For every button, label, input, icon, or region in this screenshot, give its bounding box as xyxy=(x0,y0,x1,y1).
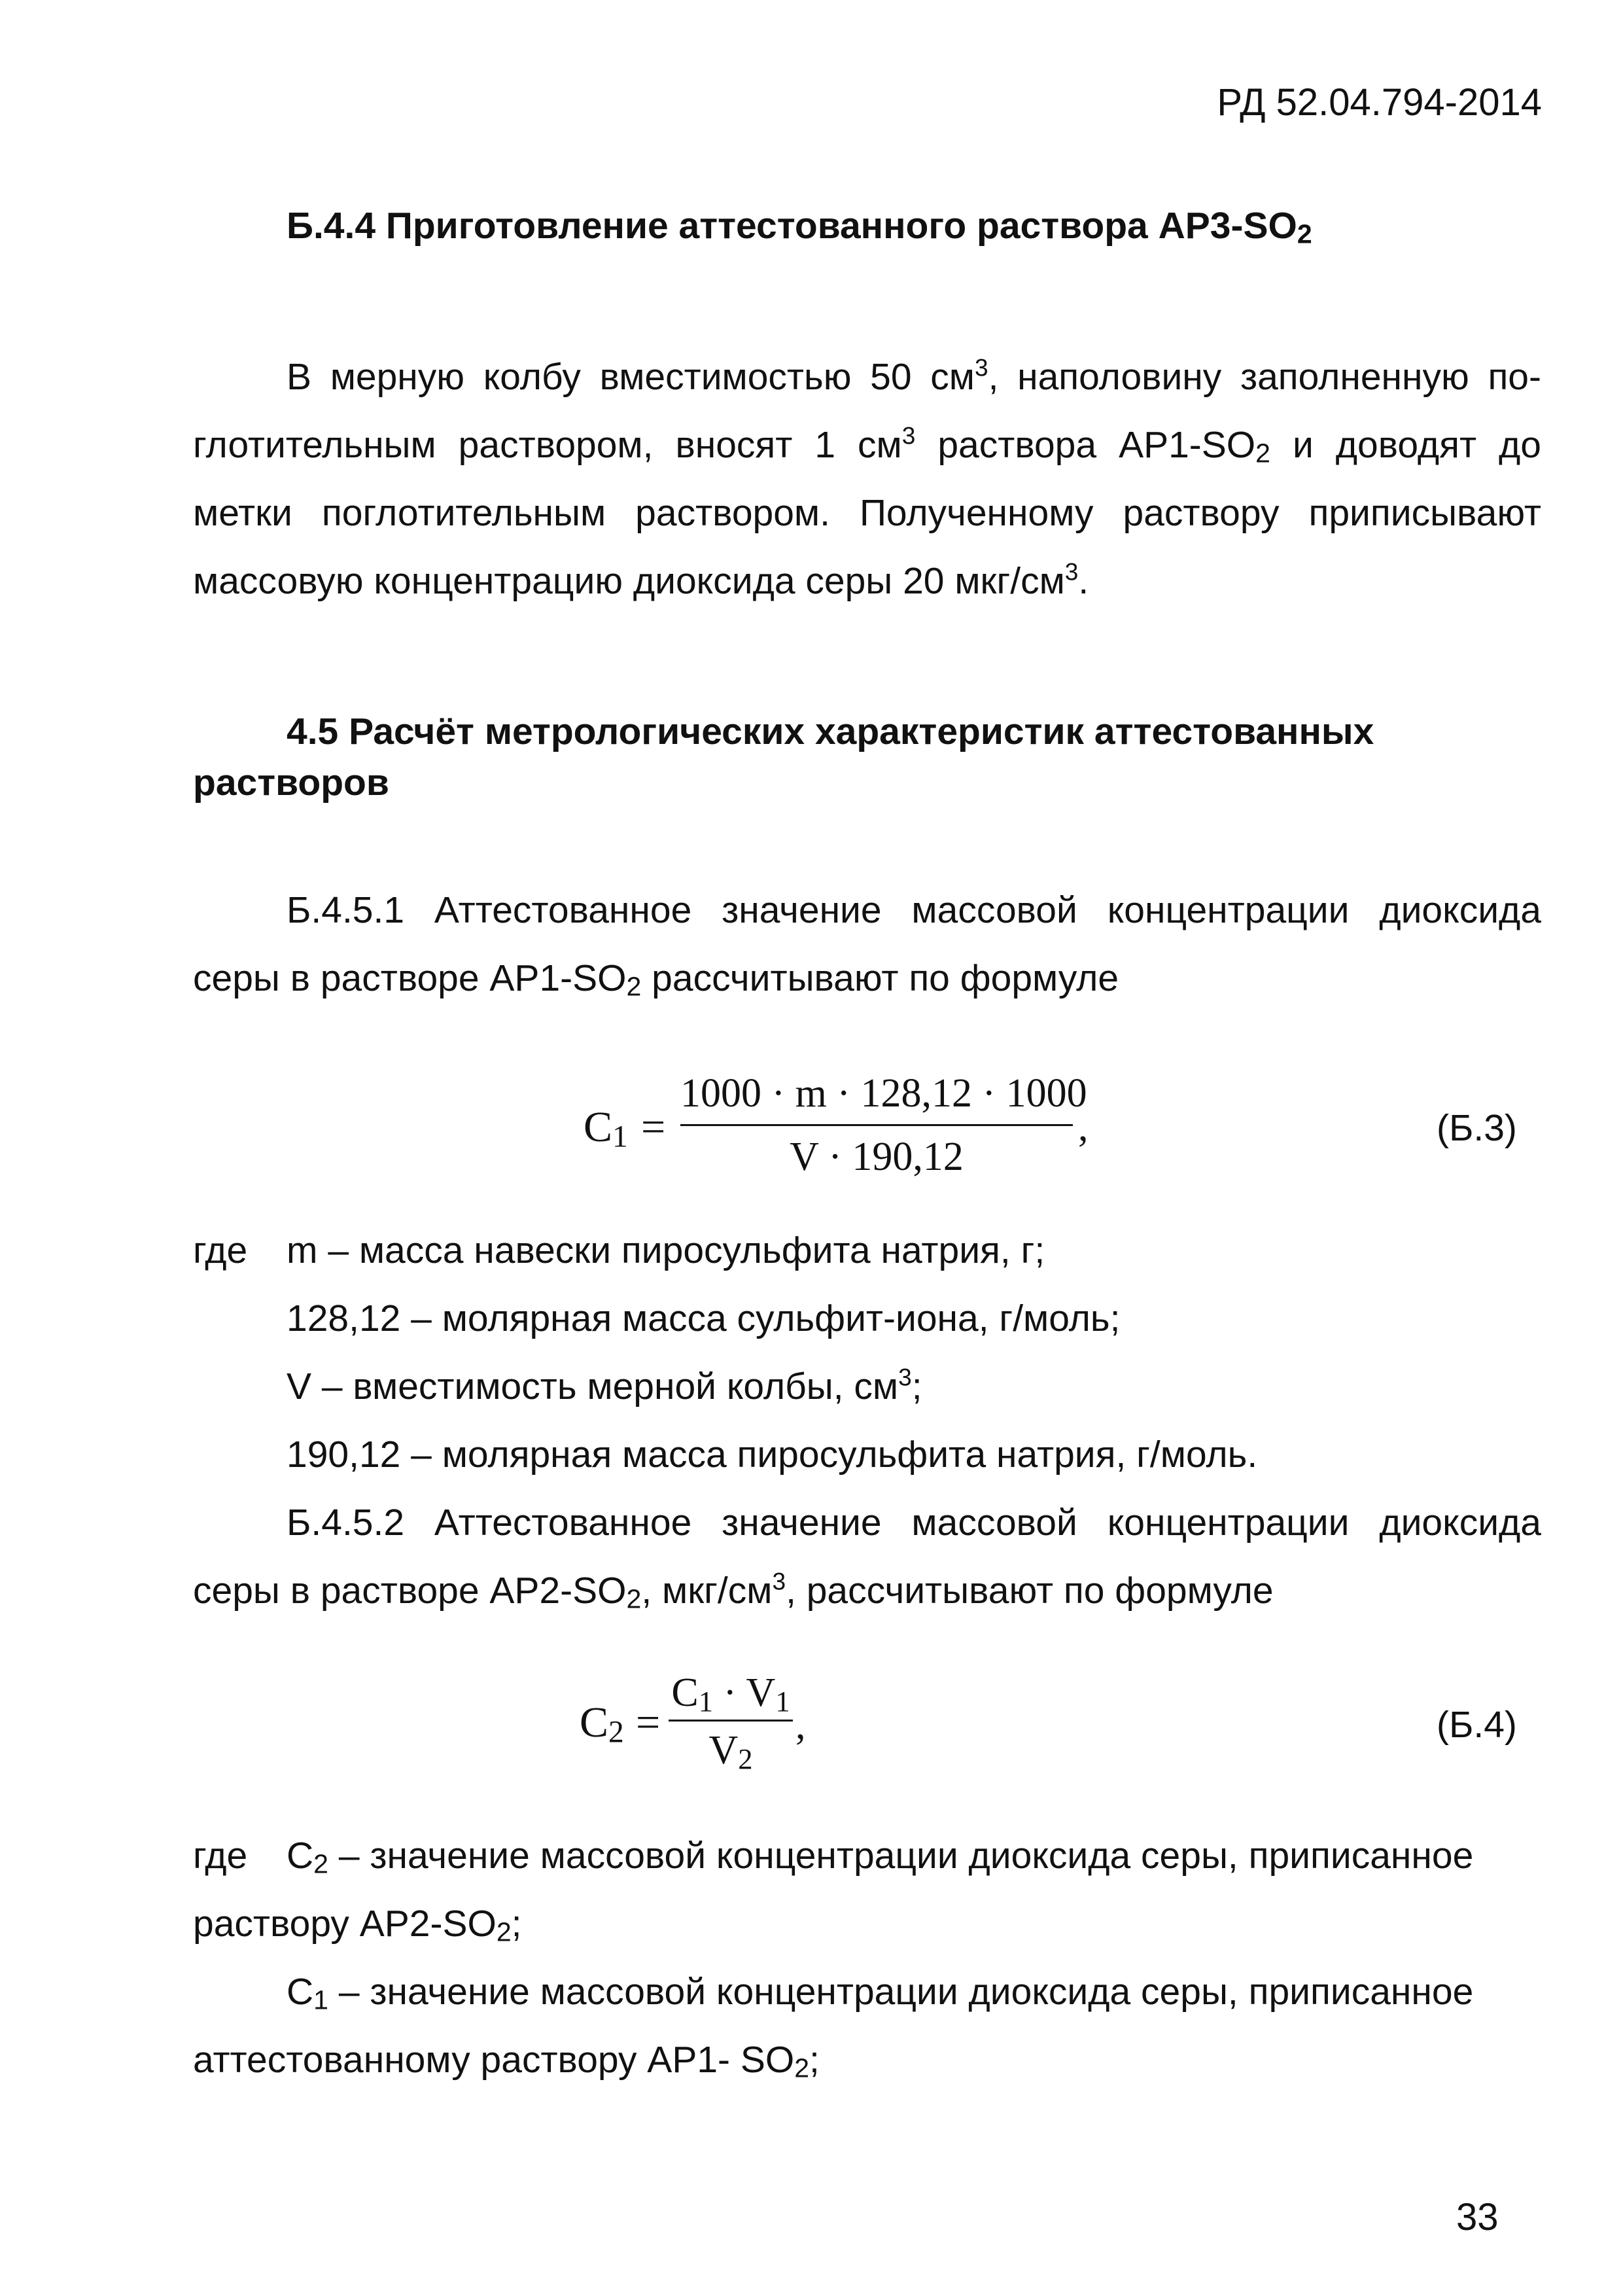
formula-b4-fraction-bar xyxy=(669,1720,793,1722)
where-b4-item-c1 xyxy=(287,1971,1474,2015)
text: серы в растворе АР1-SO xyxy=(193,957,627,999)
formula-b3-denominator: V · 190,12 xyxy=(790,1135,964,1179)
formula-b3-label: (Б.3) xyxy=(1437,1107,1517,1149)
subscript: 2 xyxy=(626,971,642,1002)
section-heading-45-line-2: растворов xyxy=(193,762,389,804)
subscript: 1 xyxy=(698,1685,714,1718)
variable: C xyxy=(580,1699,609,1746)
page-number: 33 xyxy=(1456,2196,1499,2238)
formula-b4-denominator xyxy=(669,1728,793,1776)
variable: C xyxy=(584,1103,613,1151)
variable: V xyxy=(746,1670,776,1715)
text: . xyxy=(1078,560,1089,602)
heading-subscript: 2 xyxy=(1297,219,1312,249)
text: аттестованному раствору АР1- SO xyxy=(193,2039,795,2081)
paragraph-b44-line-3 xyxy=(193,492,1541,534)
text: ; xyxy=(911,1366,922,1407)
text: Б.4.5.2 Аттестованное значение массовой концентрации диоксида xyxy=(287,1502,1541,1544)
paragraph-b44-line-4 xyxy=(193,557,1089,602)
subscript: 2 xyxy=(313,1848,328,1879)
text: раствору АР2-SO xyxy=(193,1903,497,1945)
where-b4-item-c1-line-2 xyxy=(193,2039,820,2083)
text: глотительным раствором, вносят 1 см xyxy=(193,424,902,466)
text: C xyxy=(287,1971,314,2013)
formula-b4-comma: , xyxy=(795,1703,806,1748)
formula-b4-label: (Б.4) xyxy=(1437,1704,1517,1746)
text: метки поглотительным раствором. Полученному раствору приписывают xyxy=(193,492,1541,534)
text: ; xyxy=(511,1903,522,1945)
superscript: 3 xyxy=(772,1567,786,1595)
text: , наполовину заполненную по- xyxy=(988,356,1541,398)
text: ; xyxy=(809,2039,820,2081)
variable: V xyxy=(708,1728,739,1773)
where-b4-item-c2-line-2 xyxy=(193,1903,522,1947)
text: В мерную колбу вместимостью 50 см xyxy=(287,356,975,398)
formula-b4-equals: = xyxy=(636,1699,661,1746)
section-heading-b44 xyxy=(287,205,1312,249)
text: – значение массовой концентрации диоксида серы, приписанное xyxy=(328,1971,1474,2013)
paragraph-b452-line-1 xyxy=(287,1504,1541,1542)
where-b3-item-v xyxy=(287,1363,922,1407)
text: , мкг/см xyxy=(641,1570,773,1612)
formula-b3-numerator: 1000 · m · 128,12 · 1000 xyxy=(680,1071,1087,1116)
where-label-b3: где xyxy=(193,1229,248,1271)
formula-b3-lhs xyxy=(584,1103,628,1154)
where-b4-item-c2 xyxy=(287,1835,1474,1879)
formula-b4-lhs xyxy=(580,1699,624,1750)
superscript: 3 xyxy=(1064,557,1079,586)
subscript: 2 xyxy=(1255,438,1270,468)
paragraph-b451-line-1 xyxy=(287,889,1541,931)
text: массовую концентрацию диоксида серы 20 мкг/см xyxy=(193,560,1065,602)
text: рассчитывают по формуле xyxy=(641,957,1119,999)
superscript: 3 xyxy=(974,353,988,381)
paragraph-b452-line-2 xyxy=(193,1567,1274,1614)
operator: · xyxy=(713,1670,746,1715)
subscript: 2 xyxy=(496,1916,512,1947)
paragraph-b451-line-2 xyxy=(193,957,1119,1002)
formula-b4-numerator xyxy=(669,1670,793,1718)
section-heading-45-line-1: 4.5 Расчёт метрологических характеристик аттестованных xyxy=(287,711,1374,752)
subscript: 1 xyxy=(612,1120,628,1154)
where-b3-item-12812: 128,12 – молярная масса сульфит-иона, г/моль; xyxy=(287,1298,1121,1339)
heading-text: Б.4.4 Приготовление аттестованного раствора АР3-SO xyxy=(287,205,1297,247)
document-number: РД 52.04.794-2014 xyxy=(1217,81,1542,124)
paragraph-b44-line-1 xyxy=(287,353,1541,398)
text: , рассчитывают по формуле xyxy=(786,1570,1274,1612)
subscript: 1 xyxy=(313,1985,328,2015)
subscript: 2 xyxy=(608,1715,624,1750)
text: Б.4.5.1 Аттестованное значение массовой концентрации диоксида xyxy=(287,889,1541,931)
subscript: 1 xyxy=(775,1685,790,1718)
text: V – вместимость мерной колбы, см xyxy=(287,1366,899,1407)
text: и доводят до xyxy=(1270,424,1542,466)
text: C xyxy=(287,1835,314,1877)
formula-b3-comma: , xyxy=(1078,1105,1089,1150)
formula-b3-equals: = xyxy=(641,1103,666,1151)
subscript: 2 xyxy=(794,2053,810,2083)
formula-b3-fraction-bar xyxy=(680,1124,1073,1126)
where-label-b4: где xyxy=(193,1835,248,1877)
superscript: 3 xyxy=(901,421,916,450)
where-b3-item-m: m – масса навески пиросульфита натрия, г; xyxy=(287,1229,1045,1271)
subscript: 2 xyxy=(626,1583,642,1614)
paragraph-b44-line-2 xyxy=(193,421,1542,468)
text: серы в растворе АР2-SO xyxy=(193,1570,627,1612)
text: раствора АР1-SO xyxy=(915,424,1256,466)
text: – значение массовой концентрации диоксида серы, приписанное xyxy=(328,1835,1474,1877)
superscript: 3 xyxy=(898,1363,912,1391)
where-b3-item-19012: 190,12 – молярная масса пиросульфита натрия, г/моль. xyxy=(287,1434,1258,1475)
subscript: 2 xyxy=(738,1742,753,1776)
variable: C xyxy=(671,1670,699,1715)
